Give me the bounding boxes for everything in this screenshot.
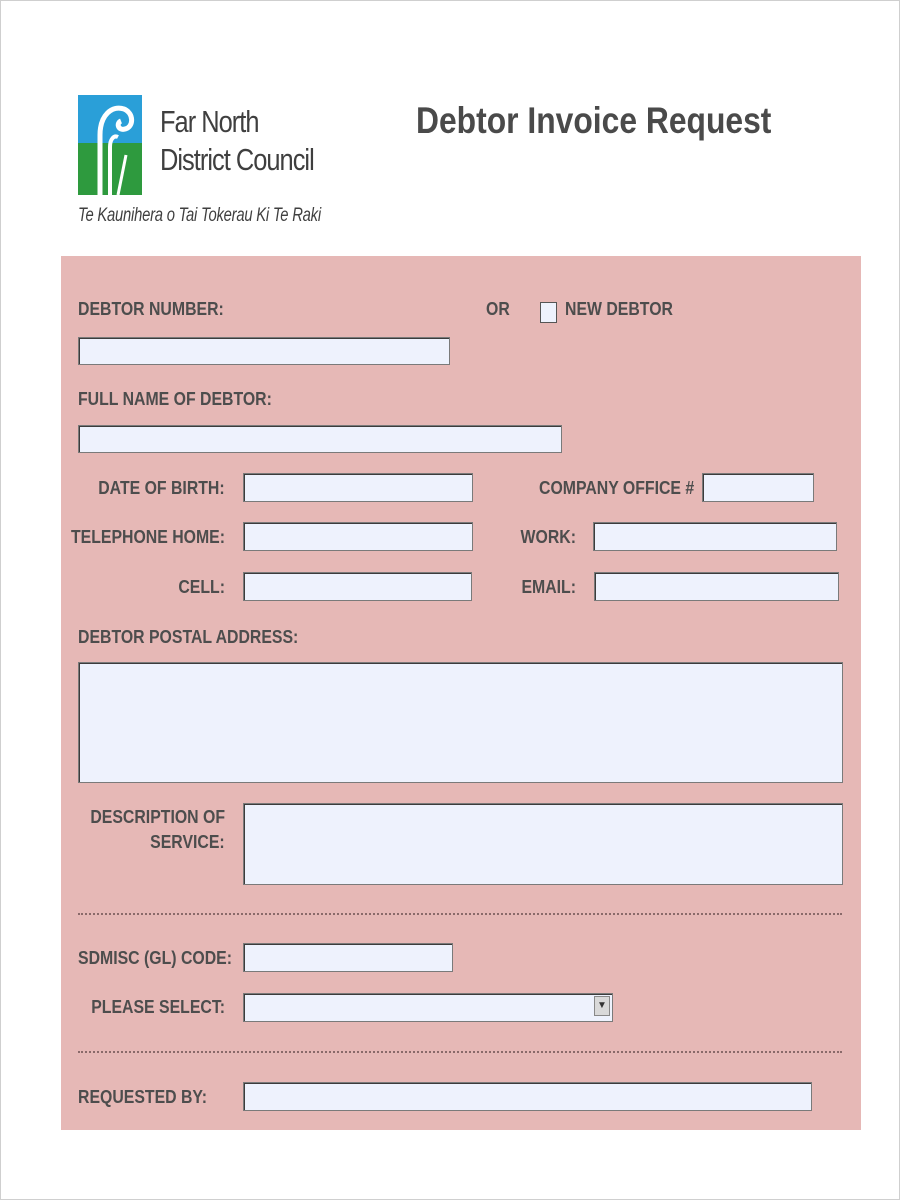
koru-logo-icon bbox=[78, 95, 142, 195]
telephone-home-label: TELEPHONE HOME: bbox=[70, 527, 225, 547]
work-label: WORK: bbox=[520, 527, 576, 547]
postal-address-label: DEBTOR POSTAL ADDRESS: bbox=[78, 627, 299, 647]
new-debtor-checkbox[interactable] bbox=[540, 302, 557, 323]
gl-code-input[interactable] bbox=[243, 943, 453, 972]
gl-code-label: SDMISC (GL) CODE: bbox=[78, 948, 232, 968]
telephone-home-input[interactable] bbox=[243, 522, 473, 551]
council-tagline: Te Kaunihera o Tai Tokerau Ki Te Raki bbox=[78, 205, 321, 226]
email-label: EMAIL: bbox=[521, 577, 576, 597]
cell-input[interactable] bbox=[243, 572, 472, 601]
description-textarea[interactable] bbox=[243, 803, 843, 885]
requested-by-label: REQUESTED BY: bbox=[78, 1087, 208, 1107]
section-divider bbox=[78, 913, 842, 915]
council-name bbox=[160, 103, 314, 179]
please-select-dropdown[interactable] bbox=[243, 993, 613, 1022]
or-label: OR bbox=[486, 299, 510, 319]
email-input[interactable] bbox=[594, 572, 839, 601]
requested-by-input[interactable] bbox=[243, 1082, 812, 1111]
new-debtor-label: NEW DEBTOR bbox=[565, 299, 673, 319]
full-name-input[interactable] bbox=[78, 425, 562, 453]
work-phone-input[interactable] bbox=[593, 522, 837, 551]
council-logo bbox=[78, 95, 321, 235]
debtor-number-input[interactable] bbox=[78, 337, 450, 365]
section-divider bbox=[78, 1051, 842, 1053]
description-label-line1: DESCRIPTION OF bbox=[90, 807, 225, 827]
council-name-line1: Far North bbox=[160, 104, 259, 139]
cell-label: CELL: bbox=[178, 577, 225, 597]
please-select-label: PLEASE SELECT: bbox=[91, 997, 225, 1017]
council-name-line2: District Council bbox=[160, 142, 314, 177]
company-office-label: COMPANY OFFICE # bbox=[539, 478, 695, 498]
dob-input[interactable] bbox=[243, 473, 473, 502]
description-label-line2: SERVICE: bbox=[150, 832, 225, 852]
page-title: Debtor Invoice Request bbox=[416, 100, 772, 141]
full-name-label: FULL NAME OF DEBTOR: bbox=[78, 389, 272, 409]
debtor-number-label: DEBTOR NUMBER: bbox=[78, 299, 224, 319]
chevron-down-icon[interactable]: ▼ bbox=[594, 996, 610, 1016]
postal-address-textarea[interactable] bbox=[78, 662, 843, 783]
company-office-input[interactable] bbox=[702, 473, 814, 502]
dob-label: DATE OF BIRTH: bbox=[98, 478, 225, 498]
